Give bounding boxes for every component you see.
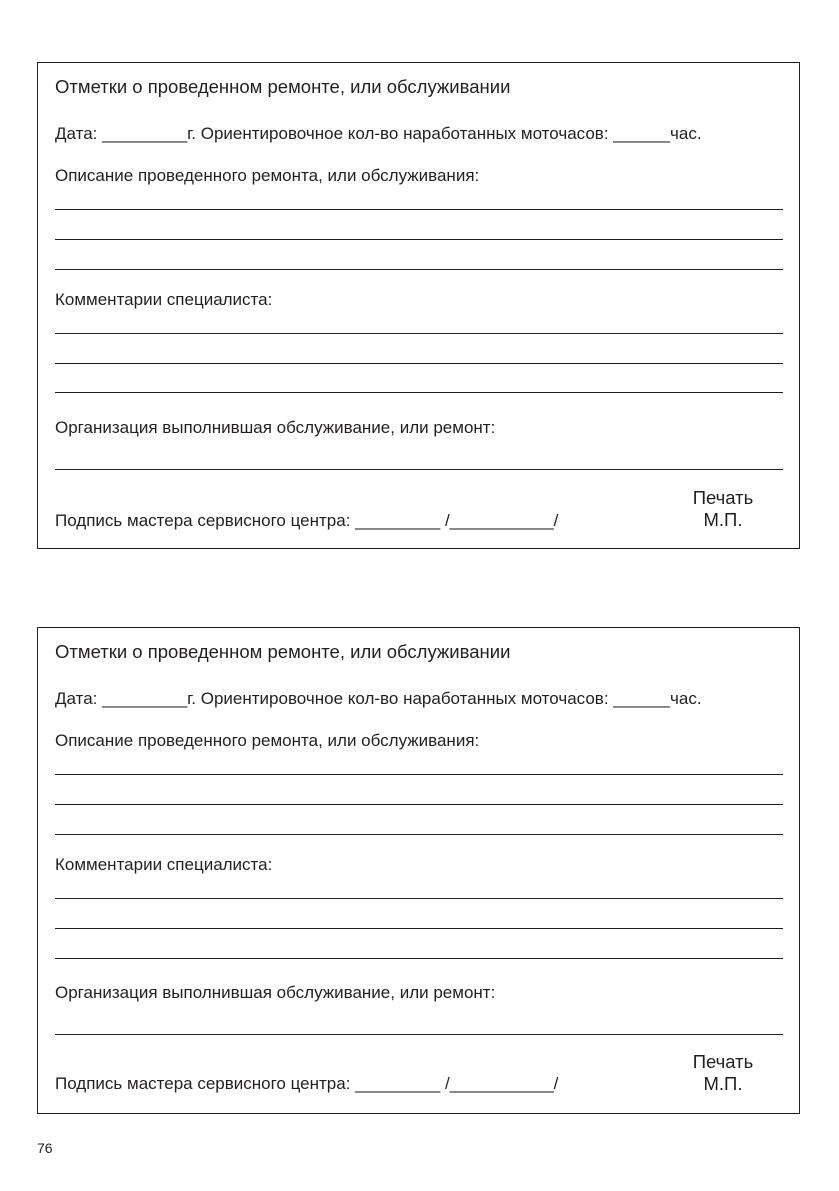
service-record-card-1: [37, 62, 800, 549]
comments-label: Комментарии специалиста:: [55, 290, 273, 309]
signature-line: Подпись мастера сервисного центра: _________ /___________/: [55, 511, 559, 530]
comments-label: Комментарии специалиста:: [55, 855, 273, 874]
stamp-label: Печать: [692, 487, 754, 508]
signature-line: Подпись мастера сервисного центра: _________ /___________/: [55, 1074, 559, 1093]
service-record-card-2: [37, 627, 800, 1114]
comments-line-1: [55, 333, 783, 334]
comments-line-1: [55, 898, 783, 899]
organization-line: [55, 469, 783, 470]
stamp-block: [678, 1051, 768, 1095]
stamp-label: Печать: [692, 1051, 754, 1072]
description-line-1: [55, 774, 783, 775]
stamp-abbr: М.П.: [703, 509, 743, 530]
date-hours-line: Дата: _________г. Ориентировочное кол-во наработанных моточасов: ______час.: [55, 124, 702, 143]
description-line-1: [55, 209, 783, 210]
description-label: Описание проведенного ремонта, или обслуживания:: [55, 731, 480, 750]
comments-line-2: [55, 928, 783, 929]
date-hours-line: Дата: _________г. Ориентировочное кол-во наработанных моточасов: ______час.: [55, 689, 702, 708]
comments-line-2: [55, 363, 783, 364]
comments-line-3: [55, 958, 783, 959]
organization-label: Организация выполнившая обслуживание, или ремонт:: [55, 983, 496, 1002]
description-line-2: [55, 239, 783, 240]
page-number: 76: [37, 1140, 53, 1156]
organization-label: Организация выполнившая обслуживание, или ремонт:: [55, 418, 496, 437]
organization-line: [55, 1034, 783, 1035]
stamp-abbr: М.П.: [703, 1073, 743, 1094]
description-line-3: [55, 834, 783, 835]
comments-line-3: [55, 392, 783, 393]
card-title: Отметки о проведенном ремонте, или обслуживании: [55, 641, 511, 662]
card-title: Отметки о проведенном ремонте, или обслуживании: [55, 76, 511, 97]
description-line-3: [55, 269, 783, 270]
description-line-2: [55, 804, 783, 805]
stamp-block: [678, 487, 768, 531]
description-label: Описание проведенного ремонта, или обслуживания:: [55, 166, 480, 185]
